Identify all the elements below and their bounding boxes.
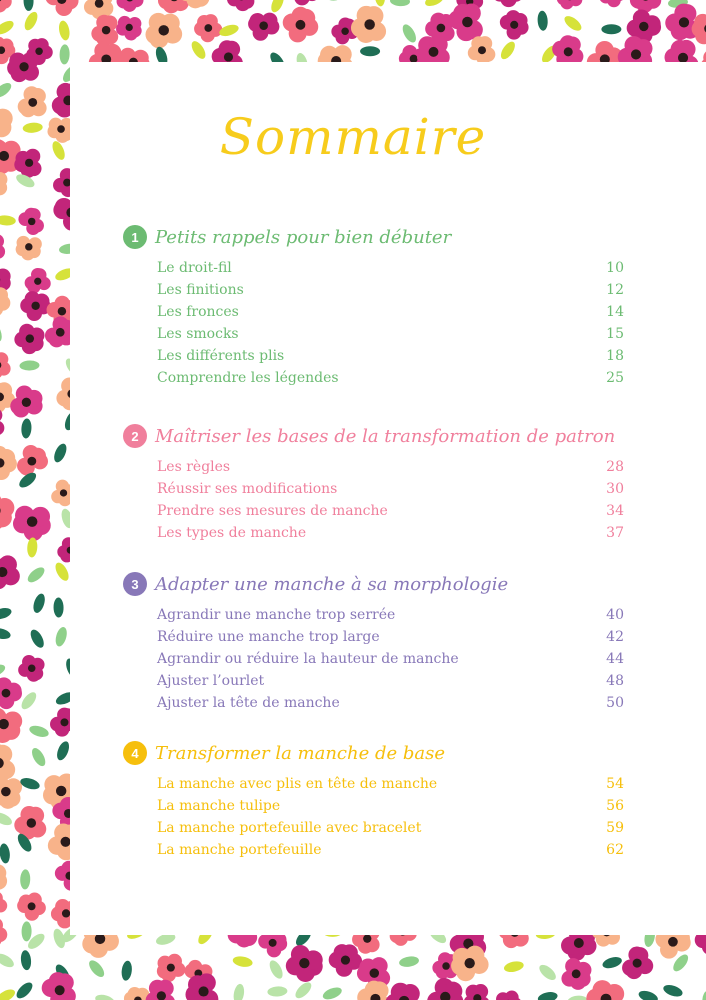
entry-page-number: 62: [606, 842, 624, 858]
entry-label: Les finitions: [157, 282, 244, 298]
section-title: Adapter une manche à sa morphologie: [155, 573, 509, 595]
flower-icon: [248, 13, 279, 41]
flower-icon: [561, 958, 591, 990]
entry-label: Les fronces: [157, 304, 239, 320]
leaf-icon: [232, 955, 253, 968]
toc-entry[interactable]: [157, 670, 624, 692]
section-heading[interactable]: [123, 571, 624, 597]
flower-icon: [0, 891, 7, 917]
leaf-icon: [19, 776, 41, 791]
leaf-icon: [0, 626, 12, 640]
leaf-icon: [52, 442, 69, 464]
flower-icon: [283, 7, 319, 43]
leaf-icon: [20, 950, 32, 971]
flower-icon: [492, 0, 524, 7]
leaf-icon: [21, 921, 31, 941]
flower-icon: [622, 947, 653, 980]
toc-entry[interactable]: [157, 522, 624, 544]
flower-icon: [0, 492, 14, 530]
section-number-badge: 1: [123, 225, 147, 249]
flower-icon: [17, 893, 46, 921]
flower-icon: [18, 208, 44, 235]
toc-entry[interactable]: [157, 795, 624, 817]
leaf-icon: [400, 22, 419, 44]
leaf-icon: [0, 810, 14, 828]
flower-icon: [464, 984, 490, 1000]
flower-icon: [91, 15, 118, 46]
flower-icon: [385, 983, 420, 1000]
toc-entry[interactable]: [157, 604, 624, 626]
leaf-icon: [232, 983, 245, 1000]
leaf-icon: [374, 0, 386, 7]
entry-label: Réussir ses modifications: [157, 481, 338, 497]
entry-page-number: 15: [606, 326, 624, 342]
leaf-icon: [562, 13, 584, 33]
flower-icon: [500, 10, 529, 40]
flower-icon: [0, 446, 17, 480]
entry-page-number: 34: [606, 503, 624, 519]
leaf-icon: [498, 39, 517, 61]
leaf-icon: [53, 597, 63, 617]
flower-icon: [495, 991, 522, 1000]
leaf-icon: [537, 990, 559, 1000]
entry-label: Les smocks: [157, 326, 239, 342]
section-number-badge: 3: [123, 572, 147, 596]
leaf-icon: [702, 991, 706, 1000]
flower-icon: [468, 36, 496, 65]
entry-label: Ajuster l’ourlet: [157, 673, 265, 689]
toc-section: [123, 740, 624, 861]
entry-label: Les types de manche: [157, 525, 307, 541]
section-number-badge: 4: [123, 741, 147, 765]
entry-page-number: 18: [606, 348, 624, 364]
leaf-icon: [218, 23, 240, 39]
leaf-icon: [0, 80, 14, 100]
leaf-icon: [0, 18, 16, 37]
flower-icon: [146, 980, 176, 1000]
flower-icon: [0, 862, 7, 895]
entry-page-number: 28: [606, 459, 624, 475]
entry-label: Prendre ses mesures de manche: [157, 503, 388, 519]
leaf-icon: [0, 951, 16, 970]
toc-section: [123, 423, 624, 544]
toc-entry[interactable]: [157, 626, 624, 648]
entry-page-number: 10: [606, 260, 624, 276]
entry-label: Réduire une manche trop large: [157, 629, 380, 645]
leaf-icon: [55, 740, 72, 762]
leaf-icon: [0, 662, 7, 679]
flower-icon: [158, 0, 189, 13]
entry-page-number: 59: [606, 820, 624, 836]
flower-icon: [18, 655, 44, 682]
entry-label: Les différents plis: [157, 348, 285, 364]
leaf-icon: [59, 44, 70, 64]
flower-icon: [286, 945, 323, 982]
entry-label: La manche portefeuille avec bracelet: [157, 820, 422, 836]
leaf-icon: [567, 995, 588, 1000]
entry-label: Les règles: [157, 459, 231, 475]
leaf-icon: [14, 980, 35, 1000]
leaf-icon: [293, 980, 314, 1000]
entry-label: Agrandir ou réduire la hauteur de manche: [157, 651, 459, 667]
leaf-icon: [390, 0, 411, 7]
flower-icon: [227, 0, 256, 11]
flower-icon: [25, 268, 51, 293]
flower-icon: [599, 0, 626, 7]
leaf-icon: [28, 628, 46, 650]
leaf-icon: [503, 960, 525, 974]
entry-page-number: 14: [606, 304, 624, 320]
flower-icon: [586, 980, 624, 1000]
flower-icon: [145, 13, 182, 48]
entry-page-number: 54: [606, 776, 624, 792]
entry-page-number: 30: [606, 481, 624, 497]
toc-section: [123, 571, 624, 714]
flower-icon: [45, 0, 78, 16]
leaf-icon: [20, 869, 31, 889]
section-title: Petits rappels pour bien débuter: [155, 226, 452, 248]
section-number-badge: 2: [123, 424, 147, 448]
toc-entry[interactable]: [157, 839, 624, 861]
toc-entry[interactable]: [157, 773, 624, 795]
leaf-icon: [54, 626, 69, 648]
flower-icon: [117, 0, 144, 12]
flower-icon: [116, 16, 142, 41]
flower-icon: [17, 445, 48, 475]
entry-label: Le droit-fil: [157, 260, 232, 276]
leaf-icon: [22, 10, 40, 32]
entry-label: La manche tulipe: [157, 798, 281, 814]
toc-entry[interactable]: [157, 279, 624, 301]
section-title: Maîtriser les bases de la transformation de patron: [155, 425, 616, 447]
toc-entry[interactable]: [157, 257, 624, 279]
page-title: Sommaire: [219, 108, 487, 166]
leaf-icon: [269, 0, 287, 14]
toc-entry[interactable]: [157, 692, 624, 714]
leaf-icon: [57, 20, 71, 42]
flower-icon: [20, 291, 51, 321]
section-heading[interactable]: [123, 224, 624, 250]
leaf-icon: [662, 983, 684, 999]
flower-icon: [0, 918, 7, 947]
toc-entry[interactable]: [157, 301, 624, 323]
leaf-icon: [321, 985, 343, 1000]
leaf-icon: [94, 993, 116, 1000]
leaf-icon: [637, 989, 659, 1000]
leaf-icon: [360, 46, 380, 56]
entry-label: Comprendre les légendes: [157, 370, 339, 386]
leaf-icon: [0, 321, 4, 343]
leaf-icon: [25, 565, 47, 586]
flower-icon: [0, 170, 7, 199]
flower-icon: [427, 978, 463, 1000]
toc-entry[interactable]: [157, 367, 624, 389]
leaf-icon: [29, 746, 48, 768]
leaf-icon: [537, 10, 548, 31]
entry-page-number: 44: [606, 651, 624, 667]
entry-page-number: 42: [606, 629, 624, 645]
leaf-icon: [21, 418, 32, 439]
leaf-icon: [86, 958, 107, 980]
flower-icon: [289, 0, 320, 5]
entry-label: La manche portefeuille: [157, 842, 322, 858]
flower-icon: [42, 972, 76, 1000]
section-title: Transformer la manche de base: [155, 742, 446, 764]
flower-icon: [0, 555, 20, 589]
entry-page-number: 25: [606, 370, 624, 386]
flower-icon: [7, 52, 39, 82]
toc-entry[interactable]: [157, 323, 624, 345]
toc-section: [123, 224, 624, 389]
flower-icon: [0, 708, 22, 743]
leaf-icon: [19, 360, 39, 371]
section-heading[interactable]: [123, 423, 624, 449]
flower-icon: [0, 285, 10, 316]
flower-icon: [557, 0, 583, 9]
leaf-icon: [423, 0, 445, 9]
leaf-icon: [601, 955, 623, 970]
leaf-icon: [267, 958, 285, 980]
entry-page-number: 50: [606, 695, 624, 711]
leaf-icon: [53, 561, 71, 583]
leaf-icon: [267, 986, 288, 997]
flower-icon: [194, 14, 222, 42]
leaf-icon: [121, 960, 133, 981]
entry-label: La manche avec plis en tête de manche: [157, 776, 438, 792]
leaf-icon: [601, 24, 621, 34]
toc-entry[interactable]: [157, 817, 624, 839]
leaf-icon: [319, 0, 341, 3]
leaf-icon: [0, 843, 11, 864]
flower-icon: [0, 677, 22, 709]
flower-icon: [0, 776, 22, 809]
flower-icon: [451, 946, 489, 982]
flower-icon: [0, 744, 15, 780]
flower-icon: [0, 408, 4, 436]
leaf-icon: [23, 0, 33, 11]
leaf-icon: [189, 39, 208, 61]
flower-icon: [157, 954, 186, 982]
flower-icon: [10, 386, 42, 418]
toc-entry[interactable]: [157, 500, 624, 522]
flower-icon: [0, 352, 11, 379]
leaf-icon: [537, 962, 559, 983]
leaf-icon: [0, 606, 13, 621]
flower-icon: [0, 0, 12, 12]
section-heading[interactable]: [123, 740, 624, 766]
flower-icon: [16, 236, 42, 260]
leaf-icon: [0, 215, 16, 226]
leaf-icon: [0, 987, 17, 1000]
leaf-icon: [28, 724, 50, 739]
entry-label: Ajuster la tête de manche: [157, 695, 340, 711]
entry-page-number: 40: [606, 607, 624, 623]
toc-entry[interactable]: [157, 478, 624, 500]
flower-icon: [0, 234, 5, 261]
leaf-icon: [31, 592, 47, 614]
entry-page-number: 12: [606, 282, 624, 298]
entry-page-number: 48: [606, 673, 624, 689]
entry-page-number: 37: [606, 525, 624, 541]
flower-icon: [14, 324, 44, 354]
entry-page-number: 56: [606, 798, 624, 814]
toc-entry[interactable]: [157, 456, 624, 478]
toc-entry[interactable]: [157, 345, 624, 367]
entry-label: Agrandir une manche trop serrée: [157, 607, 396, 623]
flower-icon: [13, 506, 51, 541]
toc-entry[interactable]: [157, 648, 624, 670]
leaf-icon: [529, 0, 545, 1]
leaf-icon: [398, 955, 419, 968]
